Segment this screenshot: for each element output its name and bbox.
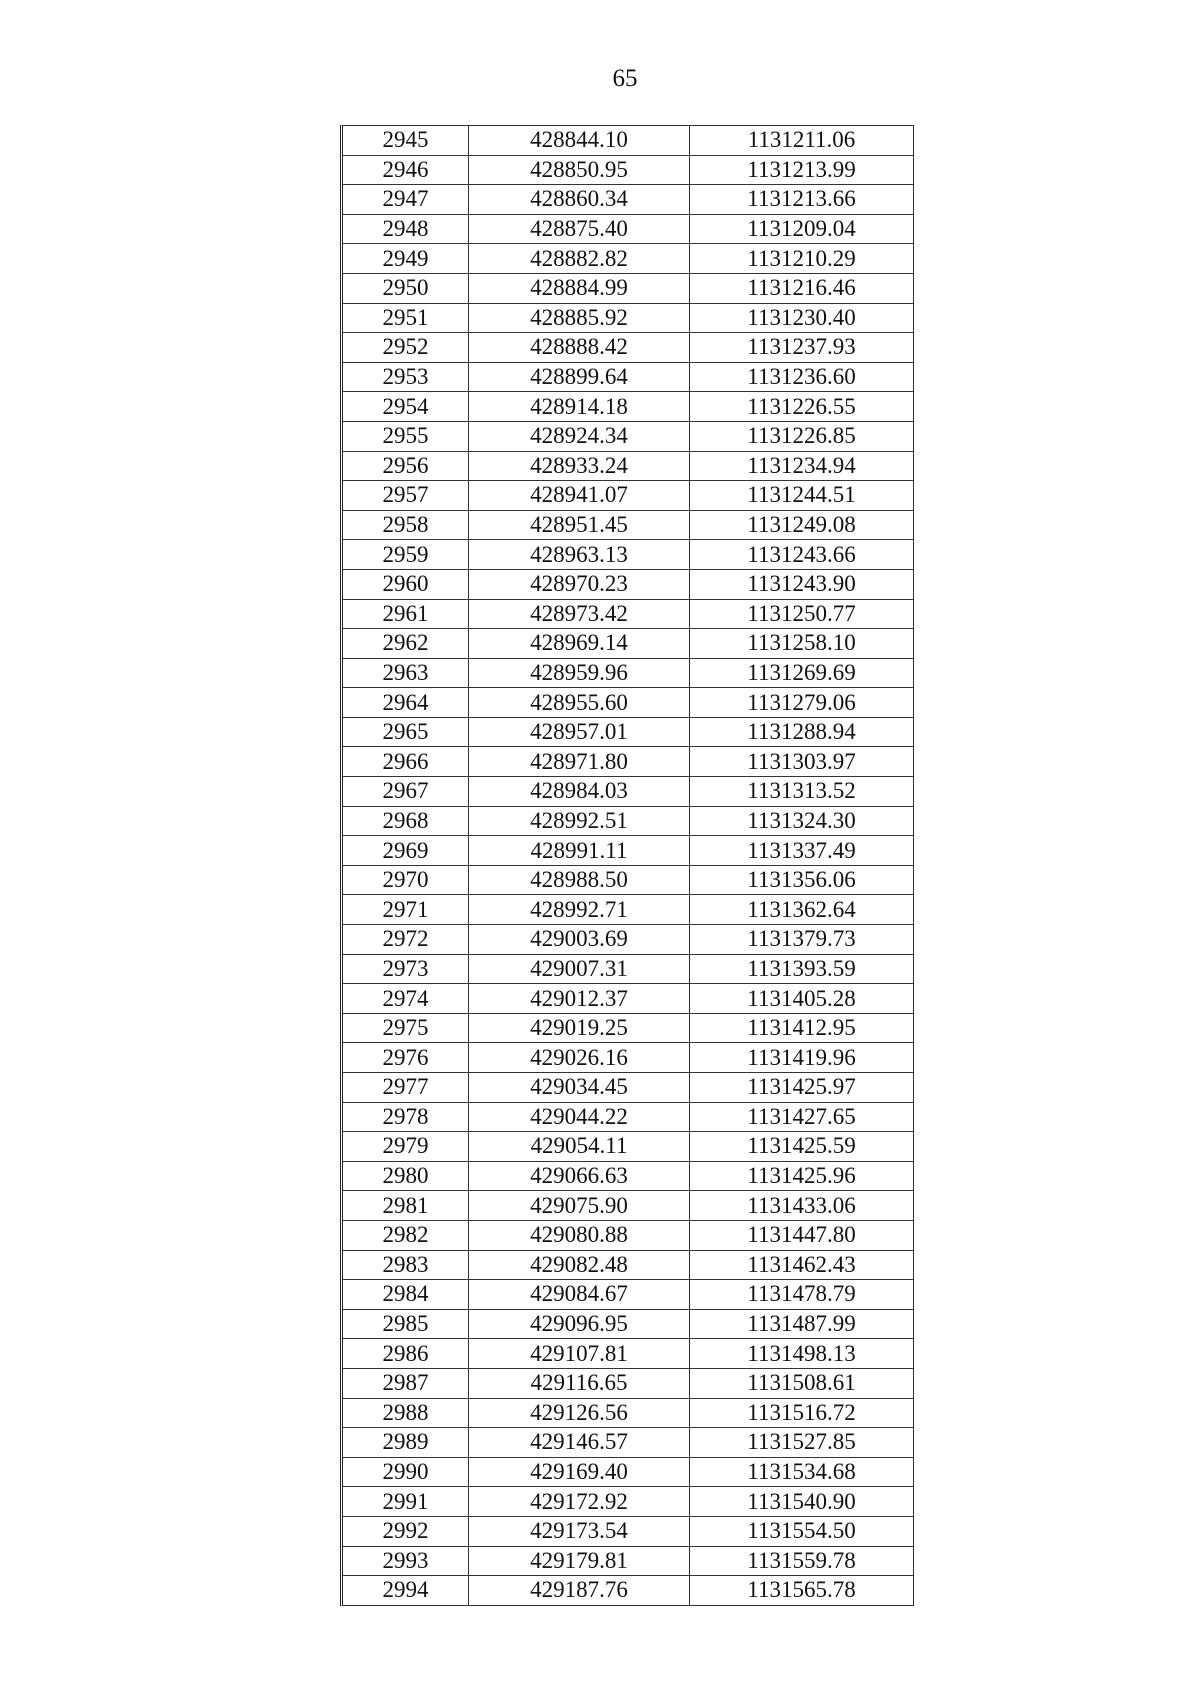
y-coordinate-cell: 1131478.79 (690, 1280, 914, 1310)
point-number-cell: 2954 (342, 392, 469, 422)
x-coordinate-cell: 428914.18 (469, 392, 690, 422)
y-coordinate-cell: 1131237.93 (690, 333, 914, 363)
y-coordinate-cell: 1131559.78 (690, 1546, 914, 1576)
y-coordinate-cell: 1131234.94 (690, 451, 914, 481)
y-coordinate-cell: 1131379.73 (690, 925, 914, 955)
y-coordinate-cell: 1131393.59 (690, 954, 914, 984)
table-row (342, 1309, 914, 1339)
point-number-cell: 2980 (342, 1161, 469, 1191)
table-row (342, 273, 914, 303)
y-coordinate-cell: 1131313.52 (690, 777, 914, 807)
y-coordinate-cell: 1131527.85 (690, 1428, 914, 1458)
x-coordinate-cell: 428963.13 (469, 540, 690, 570)
y-coordinate-cell: 1131249.08 (690, 510, 914, 540)
point-number-cell: 2979 (342, 1132, 469, 1162)
point-number-cell: 2993 (342, 1546, 469, 1576)
table-row (342, 984, 914, 1014)
x-coordinate-cell: 428959.96 (469, 658, 690, 688)
table-row (342, 1516, 914, 1546)
table-row (342, 717, 914, 747)
y-coordinate-cell: 1131279.06 (690, 688, 914, 718)
x-coordinate-cell: 428973.42 (469, 599, 690, 629)
x-coordinate-cell: 429126.56 (469, 1398, 690, 1428)
point-number-cell: 2956 (342, 451, 469, 481)
y-coordinate-cell: 1131213.99 (690, 155, 914, 185)
point-number-cell: 2987 (342, 1368, 469, 1398)
point-number-cell: 2973 (342, 954, 469, 984)
point-number-cell: 2974 (342, 984, 469, 1014)
table-row (342, 1250, 914, 1280)
y-coordinate-cell: 1131337.49 (690, 836, 914, 866)
x-coordinate-cell: 428969.14 (469, 629, 690, 659)
table-row (342, 1428, 914, 1458)
table-row (342, 688, 914, 718)
x-coordinate-cell: 429116.65 (469, 1368, 690, 1398)
point-number-cell: 2960 (342, 569, 469, 599)
page-number: 65 (612, 65, 638, 92)
point-number-cell: 2982 (342, 1220, 469, 1250)
y-coordinate-cell: 1131303.97 (690, 747, 914, 777)
x-coordinate-cell: 429084.67 (469, 1280, 690, 1310)
x-coordinate-cell: 428984.03 (469, 777, 690, 807)
x-coordinate-cell: 429179.81 (469, 1546, 690, 1576)
table-row (342, 836, 914, 866)
table-row (342, 1073, 914, 1103)
coordinate-table (340, 125, 914, 1606)
point-number-cell: 2964 (342, 688, 469, 718)
table-row (342, 865, 914, 895)
x-coordinate-cell: 429019.25 (469, 1013, 690, 1043)
table-row (342, 1043, 914, 1073)
point-number-cell: 2972 (342, 925, 469, 955)
point-number-cell: 2963 (342, 658, 469, 688)
y-coordinate-cell: 1131425.97 (690, 1073, 914, 1103)
table-row (342, 1339, 914, 1369)
x-coordinate-cell: 428844.10 (469, 126, 690, 156)
table-row (342, 481, 914, 511)
x-coordinate-cell: 428885.92 (469, 303, 690, 333)
table-row (342, 333, 914, 363)
x-coordinate-cell: 429034.45 (469, 1073, 690, 1103)
y-coordinate-cell: 1131425.59 (690, 1132, 914, 1162)
table-row (342, 954, 914, 984)
y-coordinate-cell: 1131209.04 (690, 214, 914, 244)
y-coordinate-cell: 1131258.10 (690, 629, 914, 659)
point-number-cell: 2952 (342, 333, 469, 363)
x-coordinate-cell: 429173.54 (469, 1516, 690, 1546)
x-coordinate-cell: 428875.40 (469, 214, 690, 244)
point-number-cell: 2961 (342, 599, 469, 629)
y-coordinate-cell: 1131419.96 (690, 1043, 914, 1073)
x-coordinate-cell: 429169.40 (469, 1457, 690, 1487)
point-number-cell: 2984 (342, 1280, 469, 1310)
x-coordinate-cell: 428957.01 (469, 717, 690, 747)
x-coordinate-cell: 428860.34 (469, 185, 690, 215)
y-coordinate-cell: 1131216.46 (690, 273, 914, 303)
y-coordinate-cell: 1131362.64 (690, 895, 914, 925)
table-row (342, 540, 914, 570)
x-coordinate-cell: 429146.57 (469, 1428, 690, 1458)
y-coordinate-cell: 1131269.69 (690, 658, 914, 688)
x-coordinate-cell: 428884.99 (469, 273, 690, 303)
point-number-cell: 2947 (342, 185, 469, 215)
x-coordinate-cell: 429172.92 (469, 1487, 690, 1517)
x-coordinate-cell: 429187.76 (469, 1576, 690, 1606)
point-number-cell: 2985 (342, 1309, 469, 1339)
y-coordinate-cell: 1131288.94 (690, 717, 914, 747)
point-number-cell: 2949 (342, 244, 469, 274)
table-row (342, 303, 914, 333)
x-coordinate-cell: 428988.50 (469, 865, 690, 895)
point-number-cell: 2967 (342, 777, 469, 807)
x-coordinate-cell: 428951.45 (469, 510, 690, 540)
y-coordinate-cell: 1131213.66 (690, 185, 914, 215)
y-coordinate-cell: 1131425.96 (690, 1161, 914, 1191)
y-coordinate-cell: 1131210.29 (690, 244, 914, 274)
table-row (342, 1191, 914, 1221)
table-row (342, 895, 914, 925)
table-row (342, 1457, 914, 1487)
y-coordinate-cell: 1131243.90 (690, 569, 914, 599)
x-coordinate-cell: 429012.37 (469, 984, 690, 1014)
y-coordinate-cell: 1131226.55 (690, 392, 914, 422)
x-coordinate-cell: 429066.63 (469, 1161, 690, 1191)
y-coordinate-cell: 1131534.68 (690, 1457, 914, 1487)
coordinate-table-body (342, 126, 914, 1606)
point-number-cell: 2951 (342, 303, 469, 333)
x-coordinate-cell: 429096.95 (469, 1309, 690, 1339)
x-coordinate-cell: 428899.64 (469, 362, 690, 392)
point-number-cell: 2976 (342, 1043, 469, 1073)
x-coordinate-cell: 428971.80 (469, 747, 690, 777)
y-coordinate-cell: 1131405.28 (690, 984, 914, 1014)
y-coordinate-cell: 1131516.72 (690, 1398, 914, 1428)
table-row (342, 1487, 914, 1517)
point-number-cell: 2975 (342, 1013, 469, 1043)
table-row (342, 126, 914, 156)
point-number-cell: 2971 (342, 895, 469, 925)
x-coordinate-cell: 429054.11 (469, 1132, 690, 1162)
y-coordinate-cell: 1131243.66 (690, 540, 914, 570)
y-coordinate-cell: 1131508.61 (690, 1368, 914, 1398)
y-coordinate-cell: 1131433.06 (690, 1191, 914, 1221)
y-coordinate-cell: 1131427.65 (690, 1102, 914, 1132)
table-row (342, 1013, 914, 1043)
point-number-cell: 2953 (342, 362, 469, 392)
x-coordinate-cell: 429075.90 (469, 1191, 690, 1221)
point-number-cell: 2990 (342, 1457, 469, 1487)
y-coordinate-cell: 1131462.43 (690, 1250, 914, 1280)
point-number-cell: 2957 (342, 481, 469, 511)
x-coordinate-cell: 429080.88 (469, 1220, 690, 1250)
x-coordinate-cell: 428882.82 (469, 244, 690, 274)
table-row (342, 1576, 914, 1606)
point-number-cell: 2986 (342, 1339, 469, 1369)
table-row (342, 777, 914, 807)
table-row (342, 1161, 914, 1191)
point-number-cell: 2958 (342, 510, 469, 540)
table-row (342, 1398, 914, 1428)
point-number-cell: 2992 (342, 1516, 469, 1546)
x-coordinate-cell: 428941.07 (469, 481, 690, 511)
x-coordinate-cell: 429082.48 (469, 1250, 690, 1280)
table-row (342, 185, 914, 215)
point-number-cell: 2946 (342, 155, 469, 185)
y-coordinate-cell: 1131554.50 (690, 1516, 914, 1546)
point-number-cell: 2969 (342, 836, 469, 866)
table-row (342, 1368, 914, 1398)
y-coordinate-cell: 1131230.40 (690, 303, 914, 333)
point-number-cell: 2981 (342, 1191, 469, 1221)
y-coordinate-cell: 1131226.85 (690, 421, 914, 451)
x-coordinate-cell: 429107.81 (469, 1339, 690, 1369)
x-coordinate-cell: 428992.51 (469, 806, 690, 836)
table-row (342, 1220, 914, 1250)
table-row (342, 362, 914, 392)
table-row (342, 658, 914, 688)
point-number-cell: 2948 (342, 214, 469, 244)
y-coordinate-cell: 1131565.78 (690, 1576, 914, 1606)
x-coordinate-cell: 429007.31 (469, 954, 690, 984)
table-row (342, 569, 914, 599)
point-number-cell: 2959 (342, 540, 469, 570)
y-coordinate-cell: 1131487.99 (690, 1309, 914, 1339)
y-coordinate-cell: 1131447.80 (690, 1220, 914, 1250)
point-number-cell: 2991 (342, 1487, 469, 1517)
x-coordinate-cell: 428991.11 (469, 836, 690, 866)
point-number-cell: 2968 (342, 806, 469, 836)
point-number-cell: 2950 (342, 273, 469, 303)
table-row (342, 244, 914, 274)
x-coordinate-cell: 429026.16 (469, 1043, 690, 1073)
table-row (342, 1546, 914, 1576)
x-coordinate-cell: 429044.22 (469, 1102, 690, 1132)
y-coordinate-cell: 1131412.95 (690, 1013, 914, 1043)
point-number-cell: 2966 (342, 747, 469, 777)
point-number-cell: 2965 (342, 717, 469, 747)
table-row (342, 925, 914, 955)
table-row (342, 747, 914, 777)
point-number-cell: 2994 (342, 1576, 469, 1606)
y-coordinate-cell: 1131540.90 (690, 1487, 914, 1517)
point-number-cell: 2977 (342, 1073, 469, 1103)
table-row (342, 599, 914, 629)
point-number-cell: 2983 (342, 1250, 469, 1280)
x-coordinate-cell: 428970.23 (469, 569, 690, 599)
table-row (342, 1102, 914, 1132)
point-number-cell: 2945 (342, 126, 469, 156)
y-coordinate-cell: 1131324.30 (690, 806, 914, 836)
x-coordinate-cell: 428933.24 (469, 451, 690, 481)
table-row (342, 392, 914, 422)
table-row (342, 510, 914, 540)
table-row (342, 451, 914, 481)
x-coordinate-cell: 428992.71 (469, 895, 690, 925)
x-coordinate-cell: 428955.60 (469, 688, 690, 718)
point-number-cell: 2970 (342, 865, 469, 895)
table-row (342, 1132, 914, 1162)
table-row (342, 1280, 914, 1310)
y-coordinate-cell: 1131211.06 (690, 126, 914, 156)
y-coordinate-cell: 1131250.77 (690, 599, 914, 629)
y-coordinate-cell: 1131498.13 (690, 1339, 914, 1369)
x-coordinate-cell: 428924.34 (469, 421, 690, 451)
table-row (342, 806, 914, 836)
point-number-cell: 2989 (342, 1428, 469, 1458)
table-row (342, 214, 914, 244)
point-number-cell: 2955 (342, 421, 469, 451)
y-coordinate-cell: 1131236.60 (690, 362, 914, 392)
y-coordinate-cell: 1131244.51 (690, 481, 914, 511)
point-number-cell: 2978 (342, 1102, 469, 1132)
table-row (342, 421, 914, 451)
table-row (342, 629, 914, 659)
x-coordinate-cell: 428888.42 (469, 333, 690, 363)
table-row (342, 155, 914, 185)
point-number-cell: 2962 (342, 629, 469, 659)
x-coordinate-cell: 428850.95 (469, 155, 690, 185)
x-coordinate-cell: 429003.69 (469, 925, 690, 955)
y-coordinate-cell: 1131356.06 (690, 865, 914, 895)
point-number-cell: 2988 (342, 1398, 469, 1428)
